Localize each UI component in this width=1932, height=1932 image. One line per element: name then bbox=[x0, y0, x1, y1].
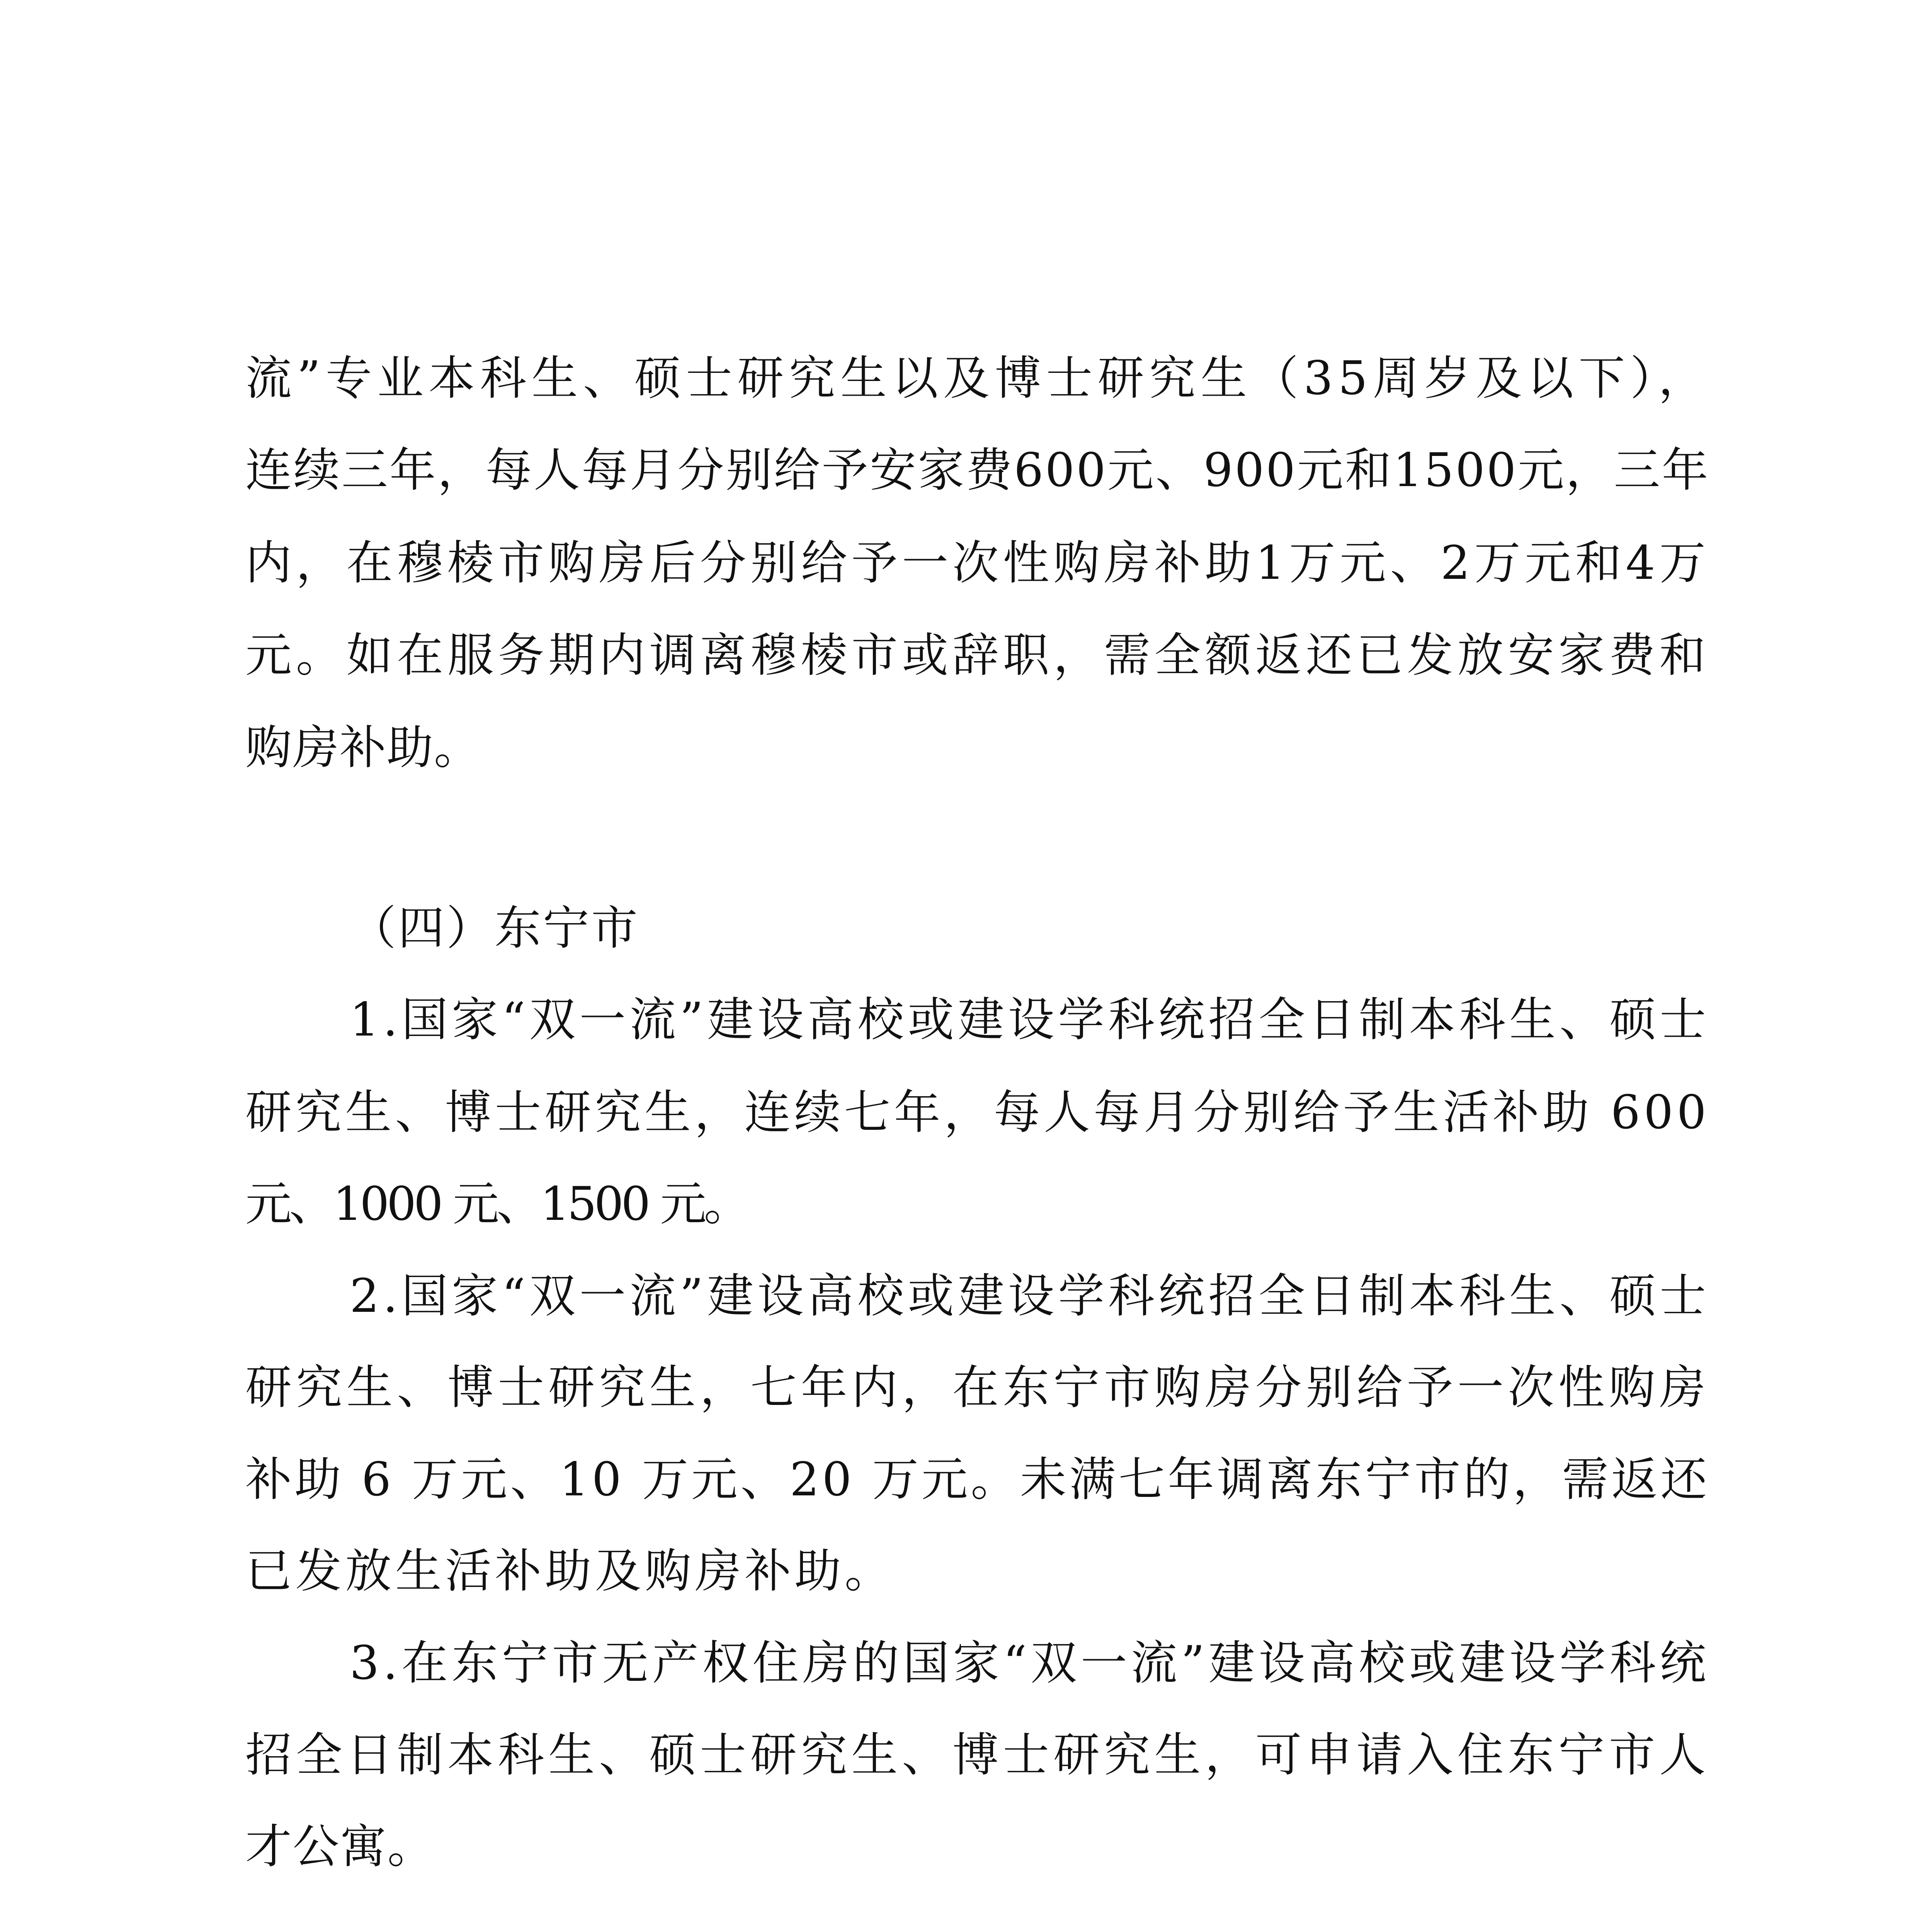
paragraph-line bbox=[0, 1820, 1932, 1874]
paragraph-line bbox=[0, 993, 1932, 1047]
paragraph-line bbox=[0, 1453, 1932, 1507]
line-text: 2.国家“双一流”建设高校或建设学科统招全日制本科生、硕士 bbox=[350, 1269, 1710, 1323]
paragraph-line bbox=[0, 1544, 1932, 1599]
paragraph-line bbox=[0, 629, 1932, 683]
paragraph-line bbox=[0, 536, 1932, 590]
line-text: 流”专业本科生、硕士研究生以及博士研究生（35周岁及以下）， bbox=[245, 352, 1710, 405]
line-text: 购房补助。 bbox=[245, 721, 481, 775]
paragraph-line bbox=[0, 444, 1932, 498]
paragraph-line bbox=[0, 721, 1932, 775]
line-text: 3.在东宁市无产权住房的国家“双一流”建设高校或建设学科统 bbox=[350, 1636, 1710, 1690]
line-text: 才公寓。 bbox=[245, 1820, 435, 1874]
paragraph-line bbox=[0, 1728, 1932, 1782]
line-text: 招全日制本科生、硕士研究生、博士研究生，可申请入住东宁市人 bbox=[245, 1728, 1710, 1782]
line-text: 已发放生活补助及购房补助。 bbox=[245, 1544, 895, 1598]
line-text: 元。如在服务期内调离穆棱市或辞职，需全额返还已发放安家费和 bbox=[245, 629, 1710, 682]
paragraph-line bbox=[0, 1361, 1932, 1415]
line-text: 补助 6 万元、10 万元、20 万元。未满七年调离东宁市的，需返还 bbox=[245, 1453, 1710, 1507]
paragraph-line bbox=[0, 352, 1932, 406]
line-text: 内，在穆棱市购房后分别给予一次性购房补助1万元、2万元和4万 bbox=[245, 536, 1710, 590]
line-text: 研究生、博士研究生，连续七年，每人每月分别给予生活补助 600 bbox=[245, 1086, 1710, 1139]
paragraph-line bbox=[0, 1269, 1932, 1323]
paragraph-line bbox=[0, 1177, 1932, 1231]
line-text: 元、1000 元、1500 元。 bbox=[245, 1177, 748, 1231]
paragraph-line bbox=[0, 1086, 1932, 1140]
line-text: 1.国家“双一流”建设高校或建设学科统招全日制本科生、硕士 bbox=[350, 993, 1710, 1047]
line-text: 研究生、博士研究生，七年内，在东宁市购房分别给予一次性购房 bbox=[245, 1361, 1710, 1415]
line-text: 连续三年，每人每月分别给予安家费600元、900元和1500元，三年 bbox=[245, 444, 1710, 497]
paragraph-line bbox=[0, 1636, 1932, 1690]
heading-text: （四）东宁市 bbox=[350, 901, 639, 955]
section-heading bbox=[0, 901, 1932, 956]
